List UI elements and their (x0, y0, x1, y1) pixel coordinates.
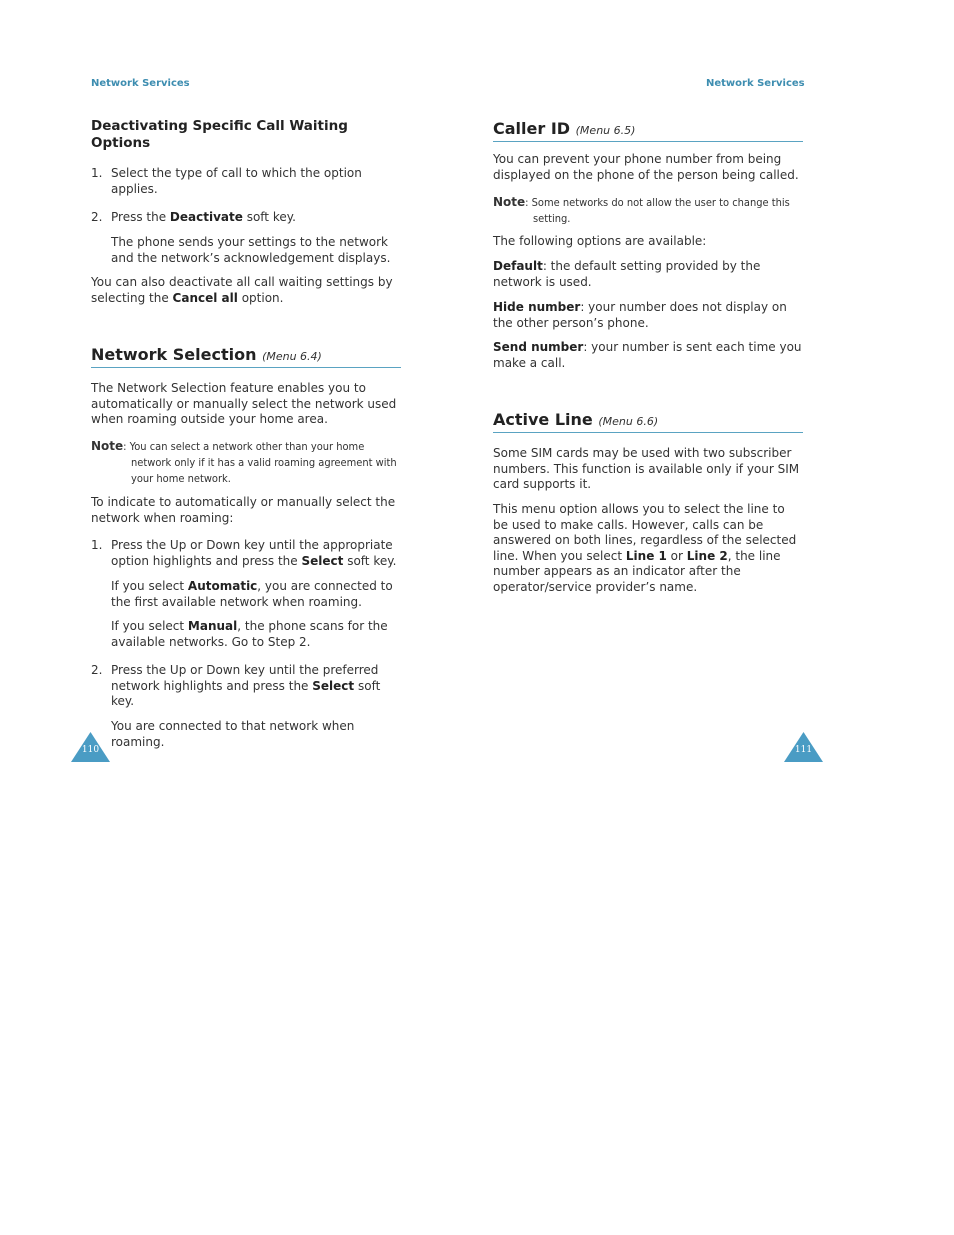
step-number: 1. (91, 166, 103, 180)
network-selection-intro: The Network Selection feature enables you to automatically or manually select the network used when roaming outside your home area. (91, 381, 397, 427)
active-line-paragraph-1: Some SIM cards may be used with two subscriber numbers. This function is available only if your SIM card supports it. (493, 446, 800, 492)
step-number: 2. (91, 210, 103, 224)
deactivate-step-2-result: The phone sends your settings to the network and the network’s acknowledgement displays. (111, 235, 391, 265)
caller-id-heading: Caller ID (Menu 6.5) (493, 119, 803, 142)
network-selection-note: Note: You can select a network other than your home network only if it has a valid roaming agreement with your home network. (91, 439, 397, 485)
menu-reference: (Menu 6.5) (575, 124, 636, 137)
option-default: Default: the default setting provided by the network is used. (493, 259, 761, 289)
network-selection-heading: Network Selection (Menu 6.4) (91, 345, 401, 368)
page-number-tab-right (784, 732, 823, 762)
step-text: Press the Deactivate soft key. (111, 210, 296, 224)
option-hide-number: Hide number: your number does not display on the other person’s phone. (493, 300, 787, 330)
network-step-2: 2. Press the Up or Down key until the preferred network highlights and press the Select soft key. (91, 663, 381, 709)
running-header-left: Network Services (91, 78, 190, 89)
automatic-option-text: If you select Automatic, you are connected to the first available network when roaming. (111, 579, 393, 609)
page-number: 110 (81, 745, 100, 755)
running-header-right: Network Services (706, 78, 805, 89)
deactivate-step-1 (91, 166, 401, 197)
caller-id-intro: You can prevent your phone number from being displayed on the phone of the person being called. (493, 152, 799, 182)
step-number: 2. (91, 663, 103, 677)
step-text: Select the type of call to which the option applies. (111, 166, 362, 196)
page-number: 111 (794, 745, 813, 755)
step-number: 1. (91, 538, 103, 552)
options-intro: The following options are available: (493, 234, 707, 248)
manual-option-text: If you select Manual, the phone scans for the available networks. Go to Step 2. (111, 619, 388, 649)
cancel-all-paragraph: You can also deactivate all call waiting settings by selecting the Cancel all option. (91, 275, 393, 305)
to-indicate-paragraph: To indicate to automatically or manually select the network when roaming: (91, 495, 396, 525)
active-line-paragraph-2: This menu option allows you to select the line to be used to make calls. However, calls can be answered on both lines, regardless of the selected line. When you select Line 1 or Line 2, the line number appears as an indicator after the operator/service provider’s name. (493, 502, 797, 594)
active-line-heading: Active Line (Menu 6.6) (493, 410, 803, 433)
menu-reference: (Menu 6.6) (598, 415, 659, 428)
network-step-2-result: You are connected to that network when roaming. (111, 719, 355, 749)
network-step-1: 1. Press the Up or Down key until the appropriate option highlights and press the Select soft key. (91, 538, 397, 568)
option-send-number: Send number: your number is sent each time you make a call. (493, 340, 802, 370)
deactivate-step-2 (91, 210, 401, 226)
menu-reference: (Menu 6.4) (262, 350, 322, 363)
caller-id-note: Note: Some networks do not allow the user to change this setting. (493, 195, 790, 225)
page-number-tab-left (71, 732, 110, 762)
deactivate-heading: Deactivating Specific Call Waiting Options (91, 118, 348, 151)
